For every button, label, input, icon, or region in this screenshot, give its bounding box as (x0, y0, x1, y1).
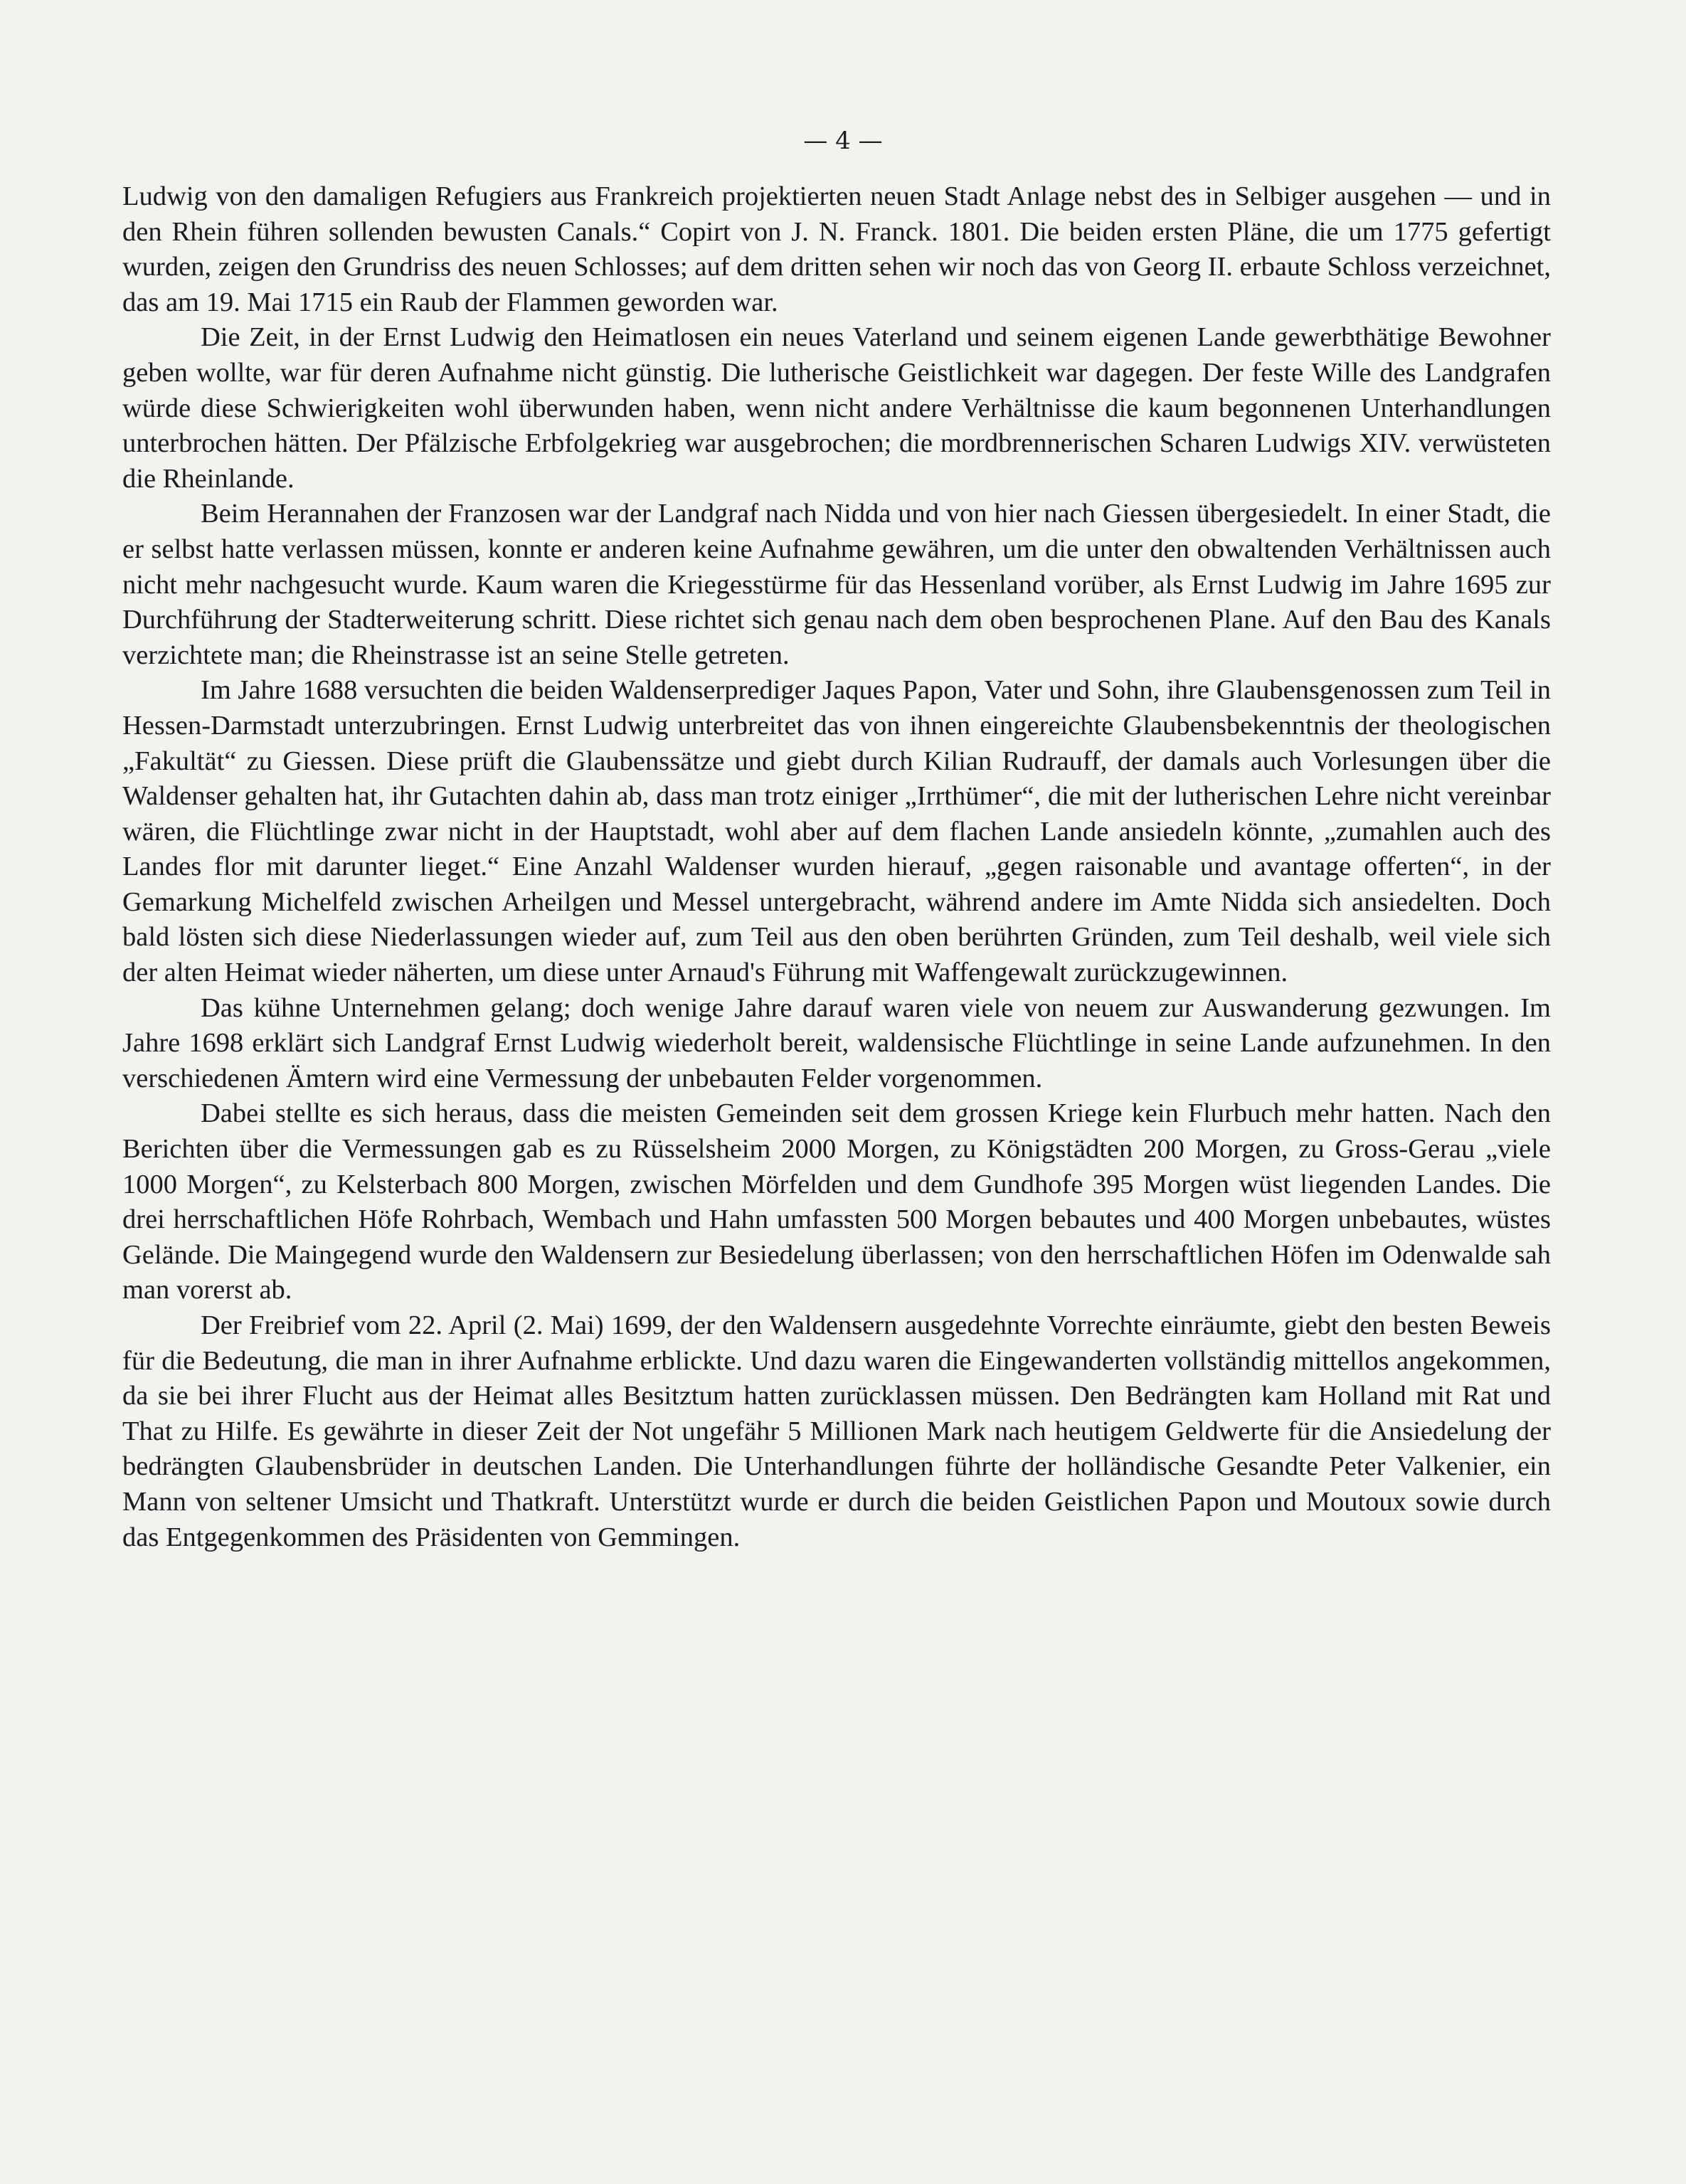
paragraph-5: Das kühne Unternehmen gelang; doch wenige Jahre darauf waren viele von neuem zur Auswanderung gezwungen. Im Jahre 1698 erklärt sich Landgraf Ernst Ludwig wiederholt bereit, waldensische Flüchtlinge in seine Lande aufzunehmen. In den verschiedenen Ämtern wird eine Vermessung der unbebauten Felder vorgenommen. (122, 992, 1551, 1093)
paragraph-7: Der Freibrief vom 22. April (2. Mai) 1699, der den Waldensern ausgedehnte Vorrechte einräumte, giebt den besten Beweis für die Bedeutung, die man in ihrer Aufnahme erblickte. Und dazu waren die Eingewanderten vollständig mittellos angekommen, da sie bei ihrer Flucht aus der Heimat alles Besitztum hatten zurücklassen müssen. Den Bedrängten kam Holland mit Rat und That zu Hilfe. Es gewährte in dieser Zeit der Not ungefähr 5 Millionen Mark nach heutigem Geldwerte für die Ansiedelung der bedrängten Glaubensbrüder in deutschen Landen. Die Unterhandlungen führte der holländische Gesandte Peter Valkenier, ein Mann von seltener Umsicht und Thatkraft. Unterstützt wurde er durch die beiden Geistlichen Papon und Moutoux sowie durch das Entgegenkommen des Präsidenten von Gemmingen. (122, 1310, 1551, 1552)
page-number: — 4 — (803, 127, 883, 155)
paragraph-2: Die Zeit, in der Ernst Ludwig den Heimatlosen ein neues Vaterland und seinem eigenen Lande gewerbthätige Bewohner geben wollte, war für deren Aufnahme nicht günstig. Die lutherische Geistlichkeit war dagegen. Der feste Wille des Landgrafen würde diese Schwierigkeiten wohl überwunden haben, wenn nicht andere Verhältnisse die kaum begonnenen Unterhandlungen unterbrochen hätten. Der Pfälzische Erbfolgekrieg war ausgebrochen; die mordbrennerischen Scharen Ludwigs XIV. verwüsteten die Rheinlande. (122, 322, 1551, 494)
paragraph-4: Im Jahre 1688 versuchten die beiden Waldenserprediger Jaques Papon, Vater und Sohn, ihre Glaubensgenossen zum Teil in Hessen-Darmstadt unterzubringen. Ernst Ludwig unterbreitet das von ihnen eingereichte Glaubensbekenntnis der theologischen „Fakultät“ zu Giessen. Diese prüft die Glaubenssätze und giebt durch Kilian Rudrauff, der damals auch Vorlesungen über die Waldenser gehalten hat, ihr Gutachten dahin ab, dass man trotz einiger „Irrthümer“, die mit der lutherischen Lehre nicht vereinbar wären, die Flüchtlinge zwar nicht in der Hauptstadt, wohl aber auf dem flachen Lande ansiedeln könnte, „zumahlen auch des Landes flor mit darunter lieget.“ Eine Anzahl Waldenser wurden hierauf, „gegen raisonable und avantage offerten“, in der Gemarkung Michelfeld zwischen Arheilgen und Messel untergebracht, während andere im Amte Nidda sich ansiedelten. Doch bald lösten sich diese Niederlassungen wieder auf, zum Teil aus den oben berührten Gründen, zum Teil deshalb, weil viele sich der alten Heimat wieder näherten, um diese unter Arnaud's Führung mit Waffengewalt zurückzugewinnen. (122, 675, 1551, 988)
paragraph-3: Beim Herannahen der Franzosen war der Landgraf nach Nidda und von hier nach Giessen übergesiedelt. In einer Stadt, die er selbst hatte verlassen müssen, konnte er anderen keine Aufnahme gewähren, um die unter den obwaltenden Verhältnissen auch nicht mehr nachgesucht wurde. Kaum waren die Kriegesstürme für das Hessenland vorüber, als Ernst Ludwig im Jahre 1695 zur Durchführung der Stadterweiterung schritt. Diese richtet sich genau nach dem oben besprochenen Plane. Auf den Bau des Kanals verzichtete man; die Rheinstrasse ist an seine Stelle getreten. (122, 499, 1551, 670)
paragraph-6: Dabei stellte es sich heraus, dass die meisten Gemeinden seit dem grossen Kriege kein Flurbuch mehr hatten. Nach den Berichten über die Vermessungen gab es zu Rüsselsheim 2000 Morgen, zu Königstädten 200 Morgen, zu Gross-Gerau „viele 1000 Morgen“, zu Kelsterbach 800 Morgen, zwischen Mörfelden und dem Gundhofe 395 Morgen wüst liegenden Landes. Die drei herrschaftlichen Höfe Rohrbach, Wembach und Hahn umfassten 500 Morgen bebautes und 400 Morgen unbebautes, wüstes Gelände. Die Maingegend wurde den Waldensern zur Besiedelung überlassen; von den herrschaftlichen Höfen im Odenwalde sah man vorerst ab. (122, 1098, 1551, 1305)
body-text (122, 179, 1551, 1555)
paragraph-1: Ludwig von den damaligen Refugiers aus Frankreich projektierten neuen Stadt Anlage nebst des in Selbiger ausgehen — und in den Rhein führen sollenden bewusten Canals.“ Copirt von J. N. Franck. 1801. Die beiden ersten Pläne, die um 1775 gefertigt wurden, zeigen den Grundriss des neuen Schlosses; auf dem dritten sehen wir noch das von Georg II. erbaute Schloss verzeichnet, das am 19. Mai 1715 ein Raub der Flammen geworden war. (122, 181, 1551, 317)
